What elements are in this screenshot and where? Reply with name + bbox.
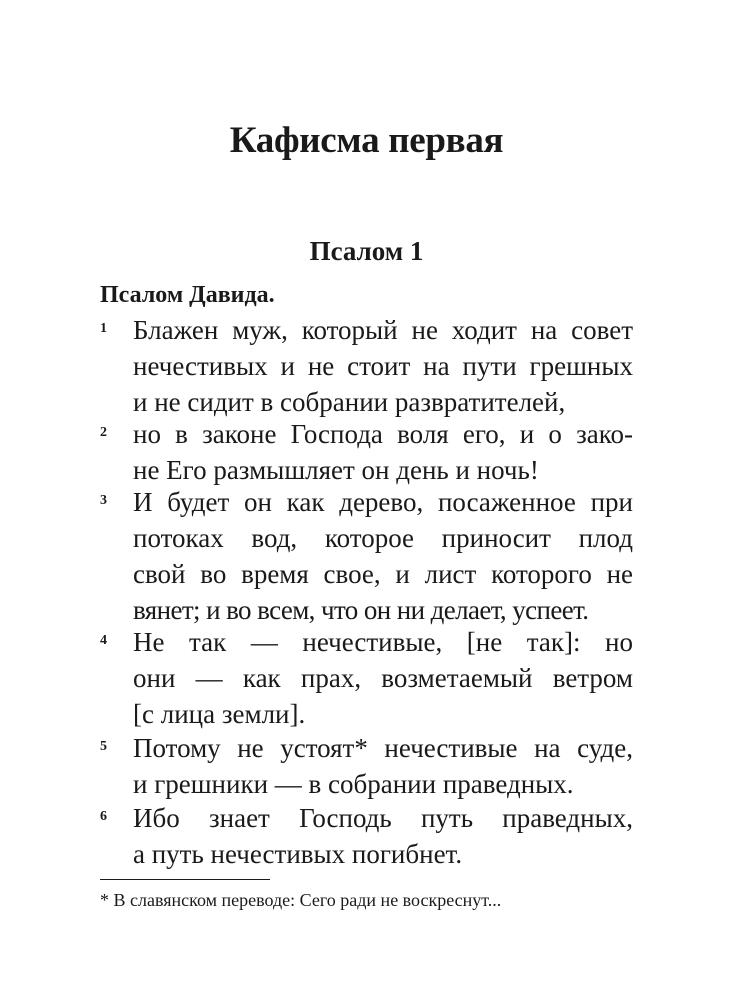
verse-number: 6 [100, 809, 107, 824]
verse-line: потоках вод, которое приносит плод [133, 523, 633, 553]
verse-line: [с лица земли]. [133, 699, 306, 729]
verse-number: 1 [100, 321, 107, 336]
verse-line: вянет; и во всем, что он ни делает, успеет. [133, 595, 589, 625]
verse-line: нечестивых и не стоит на пути грешных [133, 351, 633, 381]
verse-line: но в законе Господа воля его, и о зако- [133, 419, 633, 449]
verse-line: Блажен муж, который не ходит на совет [133, 315, 633, 345]
psalm-superscription: Псалом Давида. [100, 282, 275, 308]
psalm-title: Псалом 1 [309, 236, 424, 266]
verse-line: они — как прах, возметаемый ветром [133, 663, 633, 693]
verse-line: свой во время свое, и лист которого не [133, 559, 633, 589]
verse-line: Ибо знает Господь путь праведных, [133, 803, 633, 833]
footnote-divider [100, 879, 270, 880]
verse-line: Потому не устоят* нечестивые на суде, [133, 733, 633, 763]
verse-line: не Его размышляет он день и ночь! [133, 455, 539, 485]
footnote: * В славянском переводе: Сего ради не воскреснут... [100, 890, 502, 910]
verse-number: 5 [100, 739, 107, 754]
verse-line: и не сидит в собрании развратителей, [133, 387, 566, 417]
verse-number: 4 [100, 633, 107, 648]
verse-line: И будет он как дерево, посаженное при [133, 487, 633, 517]
verse-number: 3 [100, 493, 107, 508]
verse-line: и грешники — в собрании праведных. [133, 769, 574, 799]
verse-number: 2 [100, 425, 107, 440]
kathisma-title: Кафисма первая [229, 120, 504, 161]
verse-line: а путь нечестивых погибнет. [133, 839, 463, 869]
verse-line: Не так — нечестивые, [не так]: но [133, 627, 633, 657]
